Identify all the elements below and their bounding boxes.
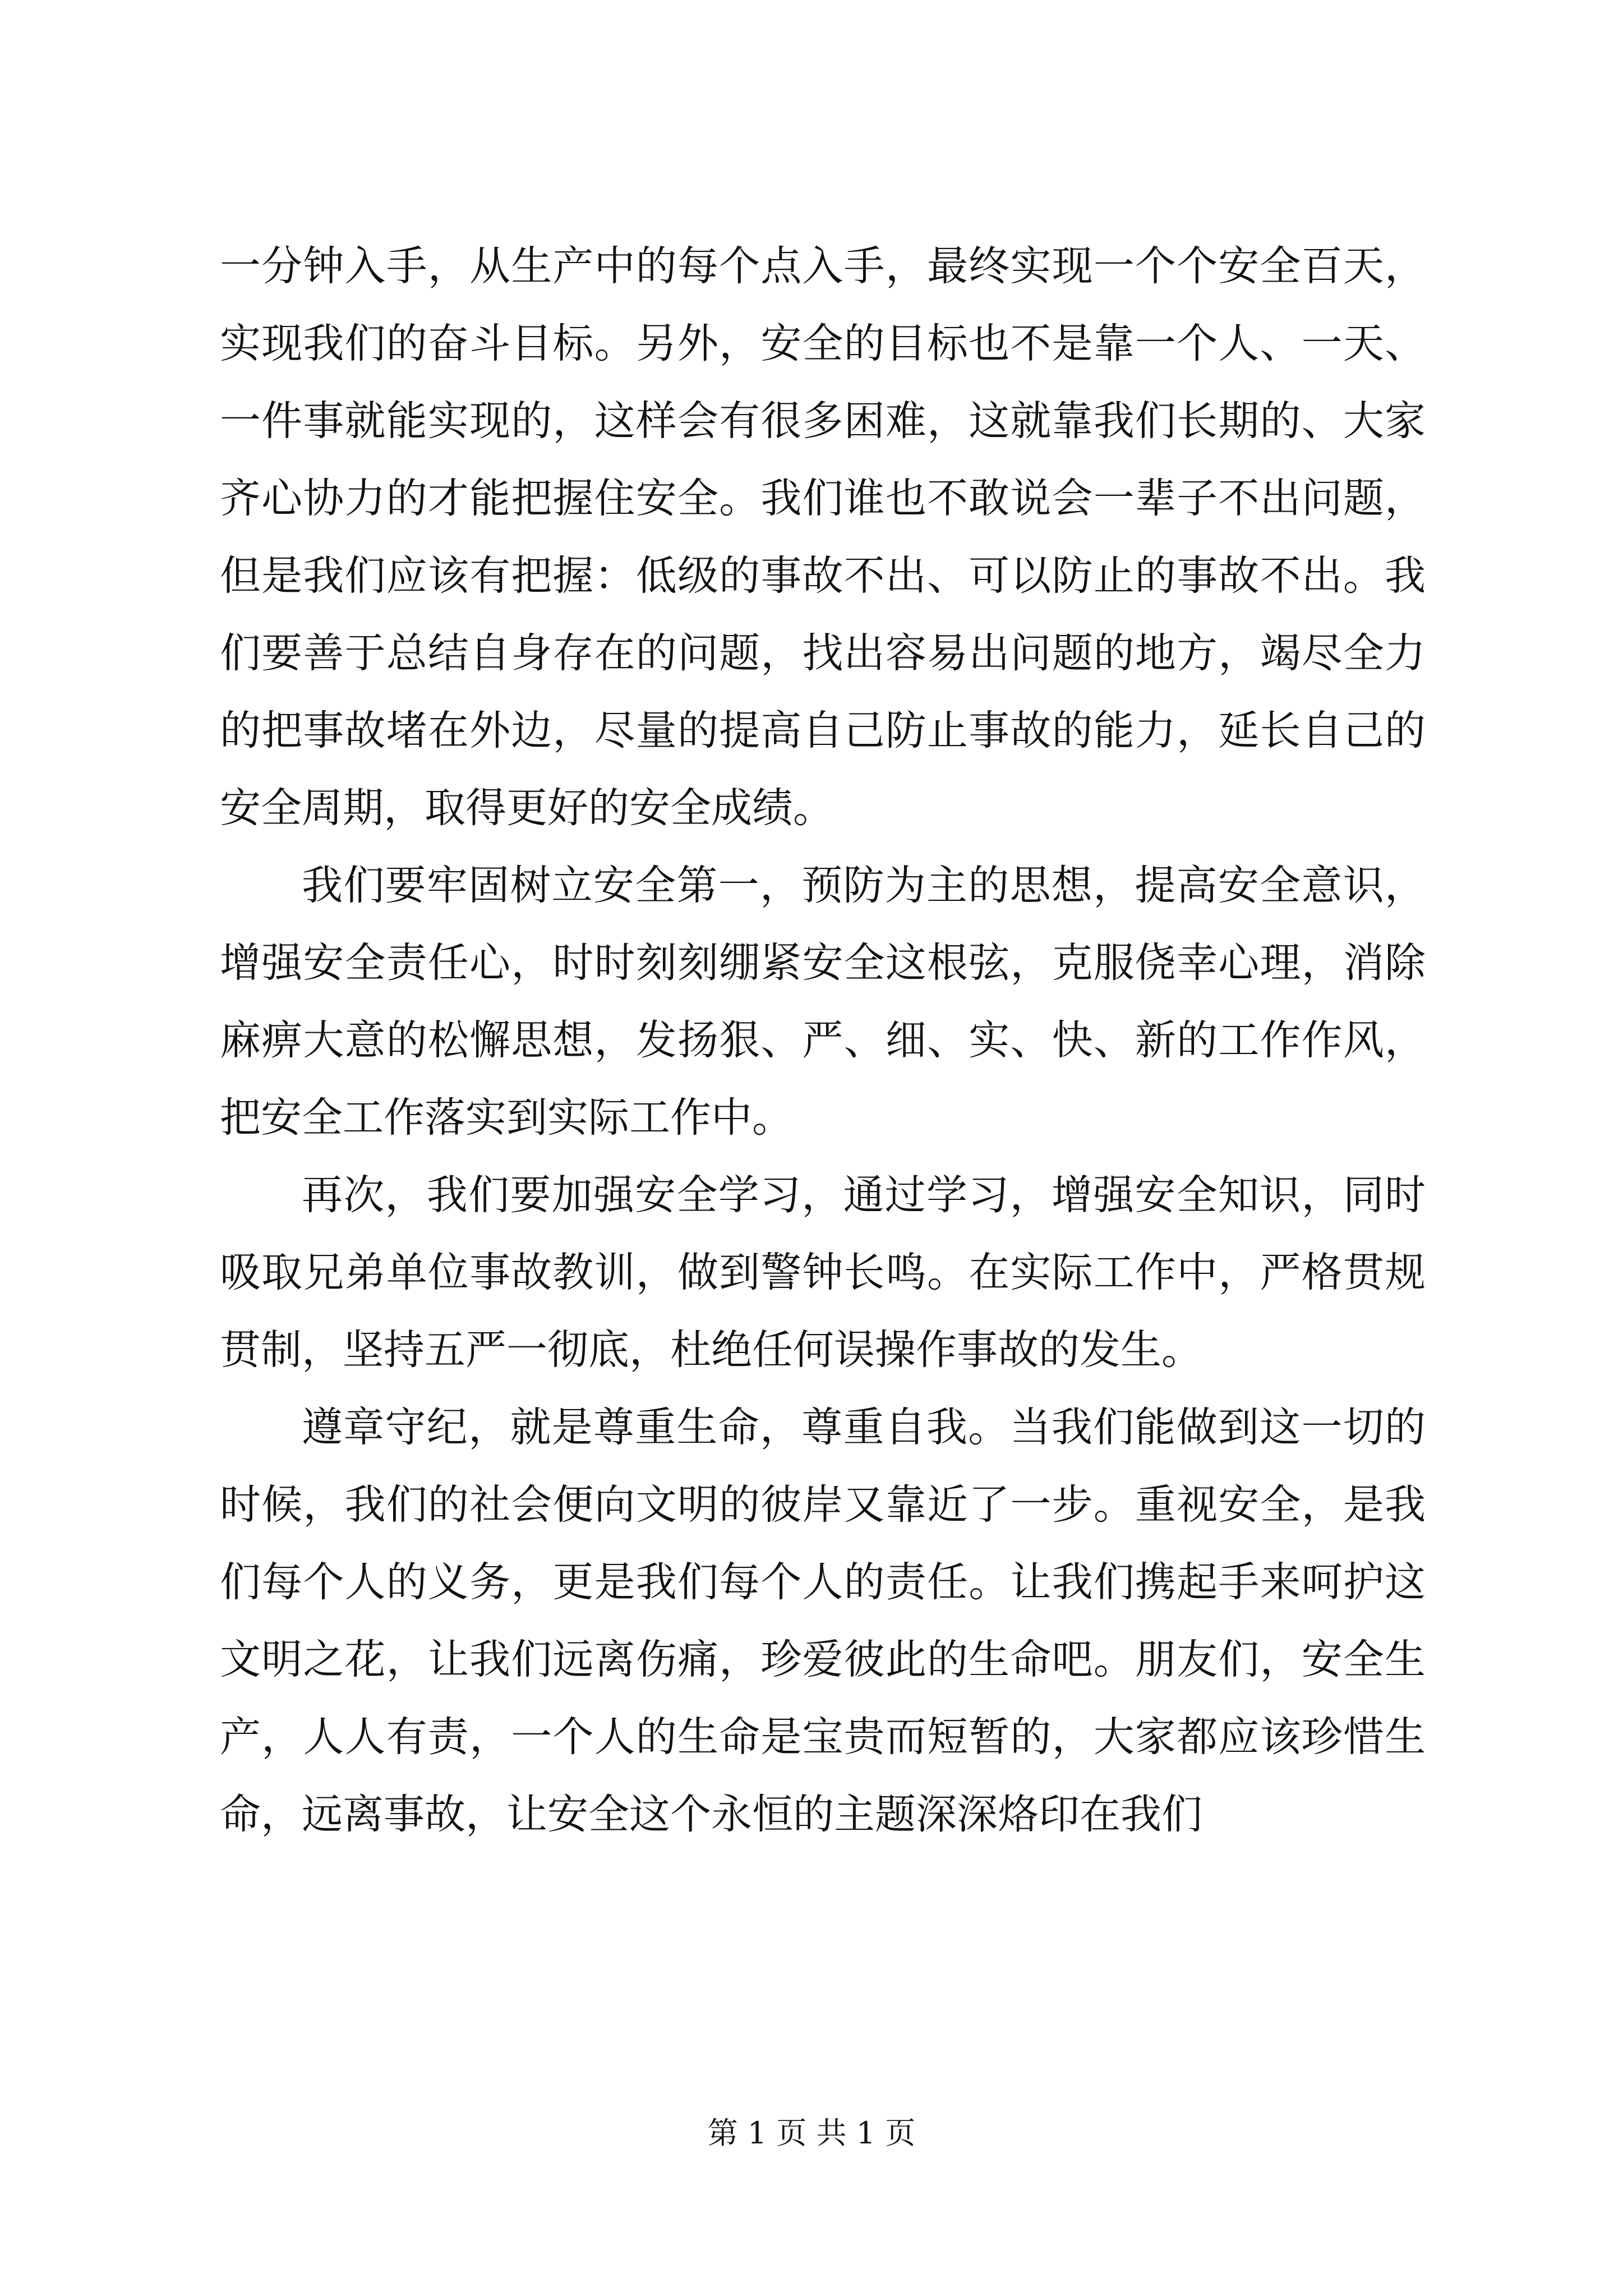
document-body	[220, 228, 1426, 1853]
paragraph-1: 一分钟入手，从生产中的每个点入手，最终实现一个个安全百天，实现我们的奋斗目标。另外，安全的目标也不是靠一个人、一天、一件事就能实现的，这样会有很多困难，这就靠我们长期的、大家齐心协力的才能把握住安全。我们谁也不敢说会一辈子不出问题，但是我们应该有把握：低级的事故不出、可以防止的事故不出。我们要善于总结自身存在的问题，找出容易出问题的地方，竭尽全力的把事故堵在外边，尽量的提高自己防止事故的能力，延长自己的安全周期，取得更好的安全成绩。	[220, 242, 1426, 832]
paragraph-3: 再次，我们要加强安全学习，通过学习，增强安全知识，同时吸取兄弟单位事故教训，做到警钟长鸣。在实际工作中，严格贯规贯制，坚持五严一彻底，杜绝任何误操作事故的发生。	[220, 1171, 1426, 1374]
paragraph-2: 我们要牢固树立安全第一，预防为主的思想，提高安全意识，增强安全责任心，时时刻刻绷紧安全这根弦，克服侥幸心理，消除麻痹大意的松懈思想，发扬狠、严、细、实、快、新的工作作风，把安全工作落实到实际工作中。	[220, 862, 1426, 1142]
paragraph-4: 遵章守纪，就是尊重生命，尊重自我。当我们能做到这一切的时候，我们的社会便向文明的彼岸又靠近了一步。重视安全，是我们每个人的义务，更是我们每个人的责任。让我们携起手来呵护这文明之花，让我们远离伤痛，珍爱彼此的生命吧。朋友们，安全生产，人人有责，一个人的生命是宝贵而短暂的，大家都应该珍惜生命，远离事故，让安全这个永恒的主题深深烙印在我们	[220, 1404, 1426, 1838]
page-footer: 第 1 页 共 1 页	[707, 2115, 916, 2151]
